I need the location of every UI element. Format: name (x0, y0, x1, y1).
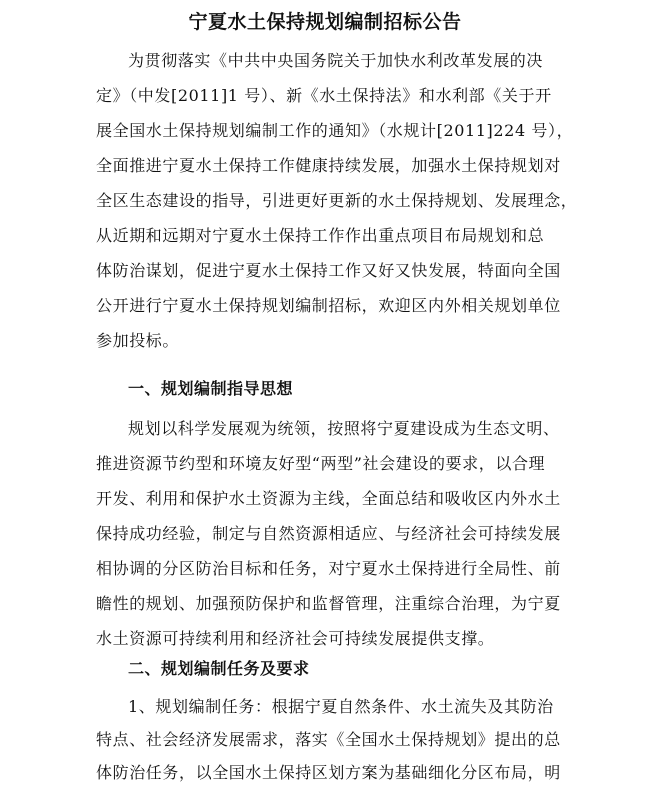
paragraph-line: 公开进行宁夏水土保持规划编制招标，欢迎区内外相关规划单位 (96, 296, 561, 315)
paragraph-line: 水土资源可持续利用和经济社会可持续发展提供支撑。 (96, 629, 495, 648)
paragraph-line: 特点、社会经济发展需求，落实《全国水土保持规划》提出的总 (96, 730, 561, 749)
paragraph-line: 瞻性的规划、加强预防保护和监督管理，注重综合治理，为宁夏 (96, 594, 561, 613)
section-heading: 二、规划编制任务及要求 (128, 659, 310, 678)
paragraph-line: 体防治谋划，促进宁夏水土保持工作又好又快发展，特面向全国 (96, 261, 561, 280)
paragraph-line: 全面推进宁夏水土保持工作健康持续发展，加强水土保持规划对 (96, 156, 561, 175)
paragraph-line: 开发、利用和保护水土资源为主线，全面总结和吸收区内外水土 (96, 489, 561, 508)
paragraph-line: 展全国水土保持规划编制工作的通知》（水规计[2011]224 号）， (96, 121, 574, 140)
section-heading: 一、规划编制指导思想 (128, 379, 294, 398)
paragraph-line: 保持成功经验，制定与自然资源相适应、与经济社会可持续发展 (96, 524, 561, 543)
paragraph-line: 相协调的分区防治目标和任务，对宁夏水土保持进行全局性、前 (96, 559, 561, 578)
paragraph-line: 定》（中发[2011]1 号）、新《水土保持法》和水利部《关于开 (96, 86, 552, 105)
document-title: 宁夏水土保持规划编制招标公告 (188, 11, 462, 33)
paragraph-line: 为贯彻落实《中共中央国务院关于加快水利改革发展的决 (128, 51, 544, 70)
paragraph-line: 从近期和远期对宁夏水土保持工作作出重点项目布局规划和总 (96, 226, 545, 245)
paragraph-line: 参加投标。 (96, 331, 180, 350)
paragraph-line: 推进资源节约型和环境友好型“两型”社会建设的要求，以合理 (96, 454, 546, 473)
paragraph-line: 体防治任务，以全国水土保持区划方案为基础细化分区布局，明 (96, 763, 561, 782)
paragraph-line: 1、规划编制任务：根据宁夏自然条件、水土流失及其防治 (128, 697, 554, 716)
paragraph-line: 全区生态建设的指导，引进更好更新的水土保持规划、发展理念， (96, 191, 578, 210)
paragraph-line: 规划以科学发展观为统领，按照将宁夏建设成为生态文明、 (128, 419, 560, 438)
